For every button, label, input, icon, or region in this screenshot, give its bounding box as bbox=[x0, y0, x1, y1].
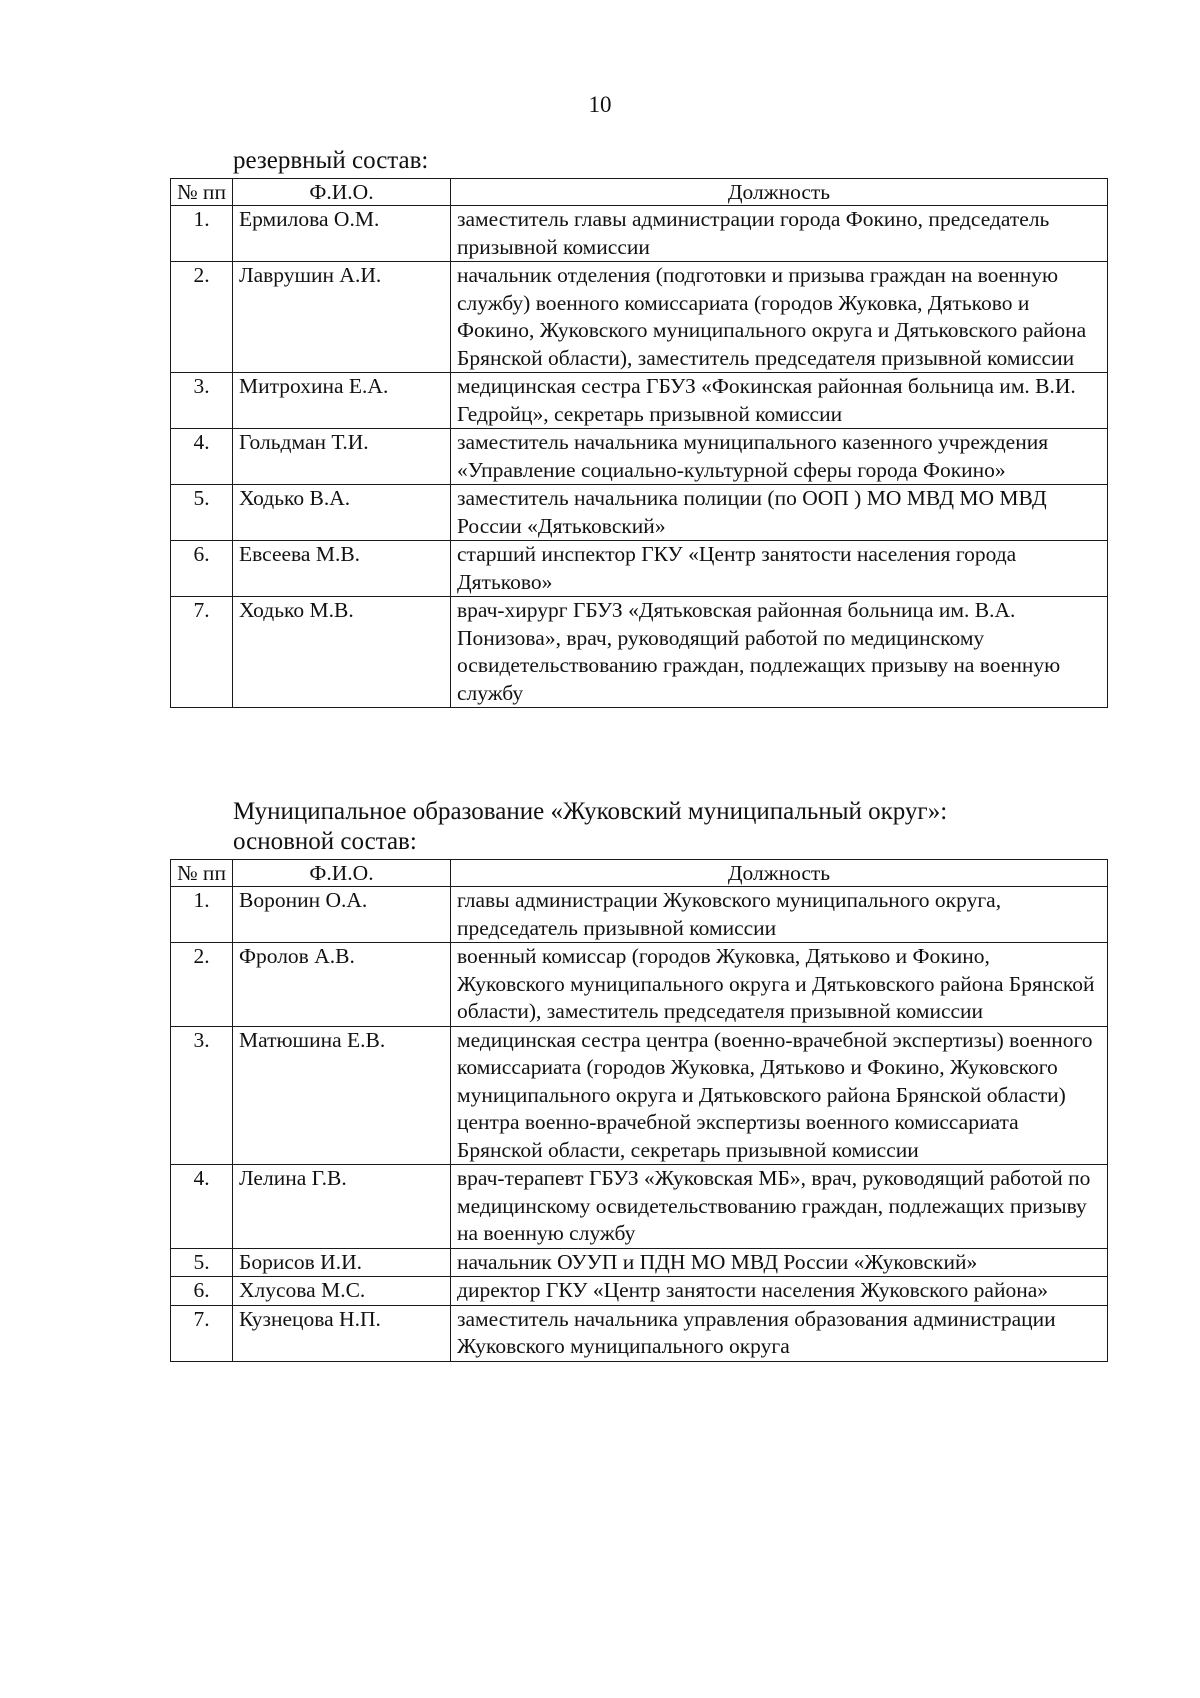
page-number: 10 bbox=[588, 92, 612, 117]
reserve-composition-table bbox=[170, 178, 1108, 708]
table-row bbox=[171, 887, 1108, 943]
table-header-row bbox=[171, 179, 1108, 206]
member-name: Матюшина Е.В. bbox=[233, 1026, 451, 1165]
member-position: начальник ОУУП и ПДН МО МВД России «Жуковский» bbox=[451, 1248, 1108, 1277]
member-position: медицинская сестра центра (военно-врачебной экспертизы) военного комиссариата (городов Жуковка, Дятьково и Фокино, Жуковского муниципального округа и Дятьковского района Брянской области) центра военно-врачебной экспертизы военного комиссариата Брянской области, секретарь призывной комиссии bbox=[451, 1026, 1108, 1165]
member-name: Лелина Г.В. bbox=[233, 1165, 451, 1249]
column-header-position: Должность bbox=[451, 179, 1108, 206]
row-number: 2. bbox=[171, 262, 233, 373]
reserve-composition-caption: резервный состав: bbox=[233, 147, 429, 174]
row-number: 7. bbox=[171, 597, 233, 708]
table-row bbox=[171, 262, 1108, 373]
table-header-row bbox=[171, 860, 1108, 887]
member-position: заместитель начальника полиции (по ООП ) МО МВД МО МВД России «Дятьковский» bbox=[451, 485, 1108, 541]
row-number: 4. bbox=[171, 429, 233, 485]
member-position: заместитель начальника муниципального казенного учреждения «Управление социально-культурной сферы города Фокино» bbox=[451, 429, 1108, 485]
member-position: врач-хирург ГБУЗ «Дятьковская районная больница им. В.А. Понизова», врач, руководящий работой по медицинскому освидетельствованию граждан, подлежащих призыву на военную службу bbox=[451, 597, 1108, 708]
row-number: 7. bbox=[171, 1305, 233, 1361]
member-name: Кузнецова Н.П. bbox=[233, 1305, 451, 1361]
member-name: Ходько М.В. bbox=[233, 597, 451, 708]
member-name: Лаврушин А.И. bbox=[233, 262, 451, 373]
member-position: медицинская сестра ГБУЗ «Фокинская районная больница им. В.И. Гедройц», секретарь призывной комиссии bbox=[451, 373, 1108, 429]
row-number: 4. bbox=[171, 1165, 233, 1249]
row-number: 3. bbox=[171, 1026, 233, 1165]
member-name: Ермилова О.М. bbox=[233, 206, 451, 262]
table-row bbox=[171, 1165, 1108, 1249]
row-number: 5. bbox=[171, 485, 233, 541]
member-position: заместитель главы администрации города Фокино, председатель призывной комиссии bbox=[451, 206, 1108, 262]
member-position: главы администрации Жуковского муниципального округа, председатель призывной комиссии bbox=[451, 887, 1108, 943]
main-composition-table bbox=[170, 859, 1108, 1362]
member-name: Митрохина Е.А. bbox=[233, 373, 451, 429]
table-row bbox=[171, 485, 1108, 541]
table-row bbox=[171, 1277, 1108, 1306]
member-position: старший инспектор ГКУ «Центр занятости населения города Дятьково» bbox=[451, 541, 1108, 597]
table-row bbox=[171, 943, 1108, 1027]
member-name: Гольдман Т.И. bbox=[233, 429, 451, 485]
column-header-name: Ф.И.О. bbox=[233, 860, 451, 887]
column-header-position: Должность bbox=[451, 860, 1108, 887]
table-row bbox=[171, 1248, 1108, 1277]
member-name: Ходько В.А. bbox=[233, 485, 451, 541]
row-number: 3. bbox=[171, 373, 233, 429]
member-position: директор ГКУ «Центр занятости населения Жуковского района» bbox=[451, 1277, 1108, 1306]
row-number: 1. bbox=[171, 887, 233, 943]
member-name: Борисов И.И. bbox=[233, 1248, 451, 1277]
row-number: 5. bbox=[171, 1248, 233, 1277]
member-name: Хлусова М.С. bbox=[233, 1277, 451, 1306]
table-row bbox=[171, 373, 1108, 429]
table-row bbox=[171, 1305, 1108, 1361]
row-number: 2. bbox=[171, 943, 233, 1027]
member-name: Евсеева М.В. bbox=[233, 541, 451, 597]
member-position: врач-терапевт ГБУЗ «Жуковская МБ», врач, руководящий работой по медицинскому освидетельствованию граждан, подлежащих призыву на военную службу bbox=[451, 1165, 1108, 1249]
row-number: 6. bbox=[171, 541, 233, 597]
column-header-name: Ф.И.О. bbox=[233, 179, 451, 206]
table-row bbox=[171, 597, 1108, 708]
table-row bbox=[171, 541, 1108, 597]
member-position: военный комиссар (городов Жуковка, Дятьково и Фокино, Жуковского муниципального округа и Дятьковского района Брянской области), заместитель председателя призывной комиссии bbox=[451, 943, 1108, 1027]
row-number: 1. bbox=[171, 206, 233, 262]
member-name: Воронин О.А. bbox=[233, 887, 451, 943]
main-composition-caption: основной состав: bbox=[233, 828, 417, 855]
table-row bbox=[171, 1026, 1108, 1165]
column-header-number: № пп bbox=[171, 860, 233, 887]
member-position: заместитель начальника управления образования администрации Жуковского муниципального округа bbox=[451, 1305, 1108, 1361]
column-header-number: № пп bbox=[171, 179, 233, 206]
member-name: Фролов А.В. bbox=[233, 943, 451, 1027]
table-row bbox=[171, 429, 1108, 485]
municipality-heading: Муниципальное образование «Жуковский муниципальный округ»: bbox=[233, 798, 948, 825]
table-row bbox=[171, 206, 1108, 262]
member-position: начальник отделения (подготовки и призыва граждан на военную службу) военного комиссариата (городов Жуковка, Дятьково и Фокино, Жуковского муниципального округа и Дятьковского района Брянской области), заместитель председателя призывной комиссии bbox=[451, 262, 1108, 373]
row-number: 6. bbox=[171, 1277, 233, 1306]
